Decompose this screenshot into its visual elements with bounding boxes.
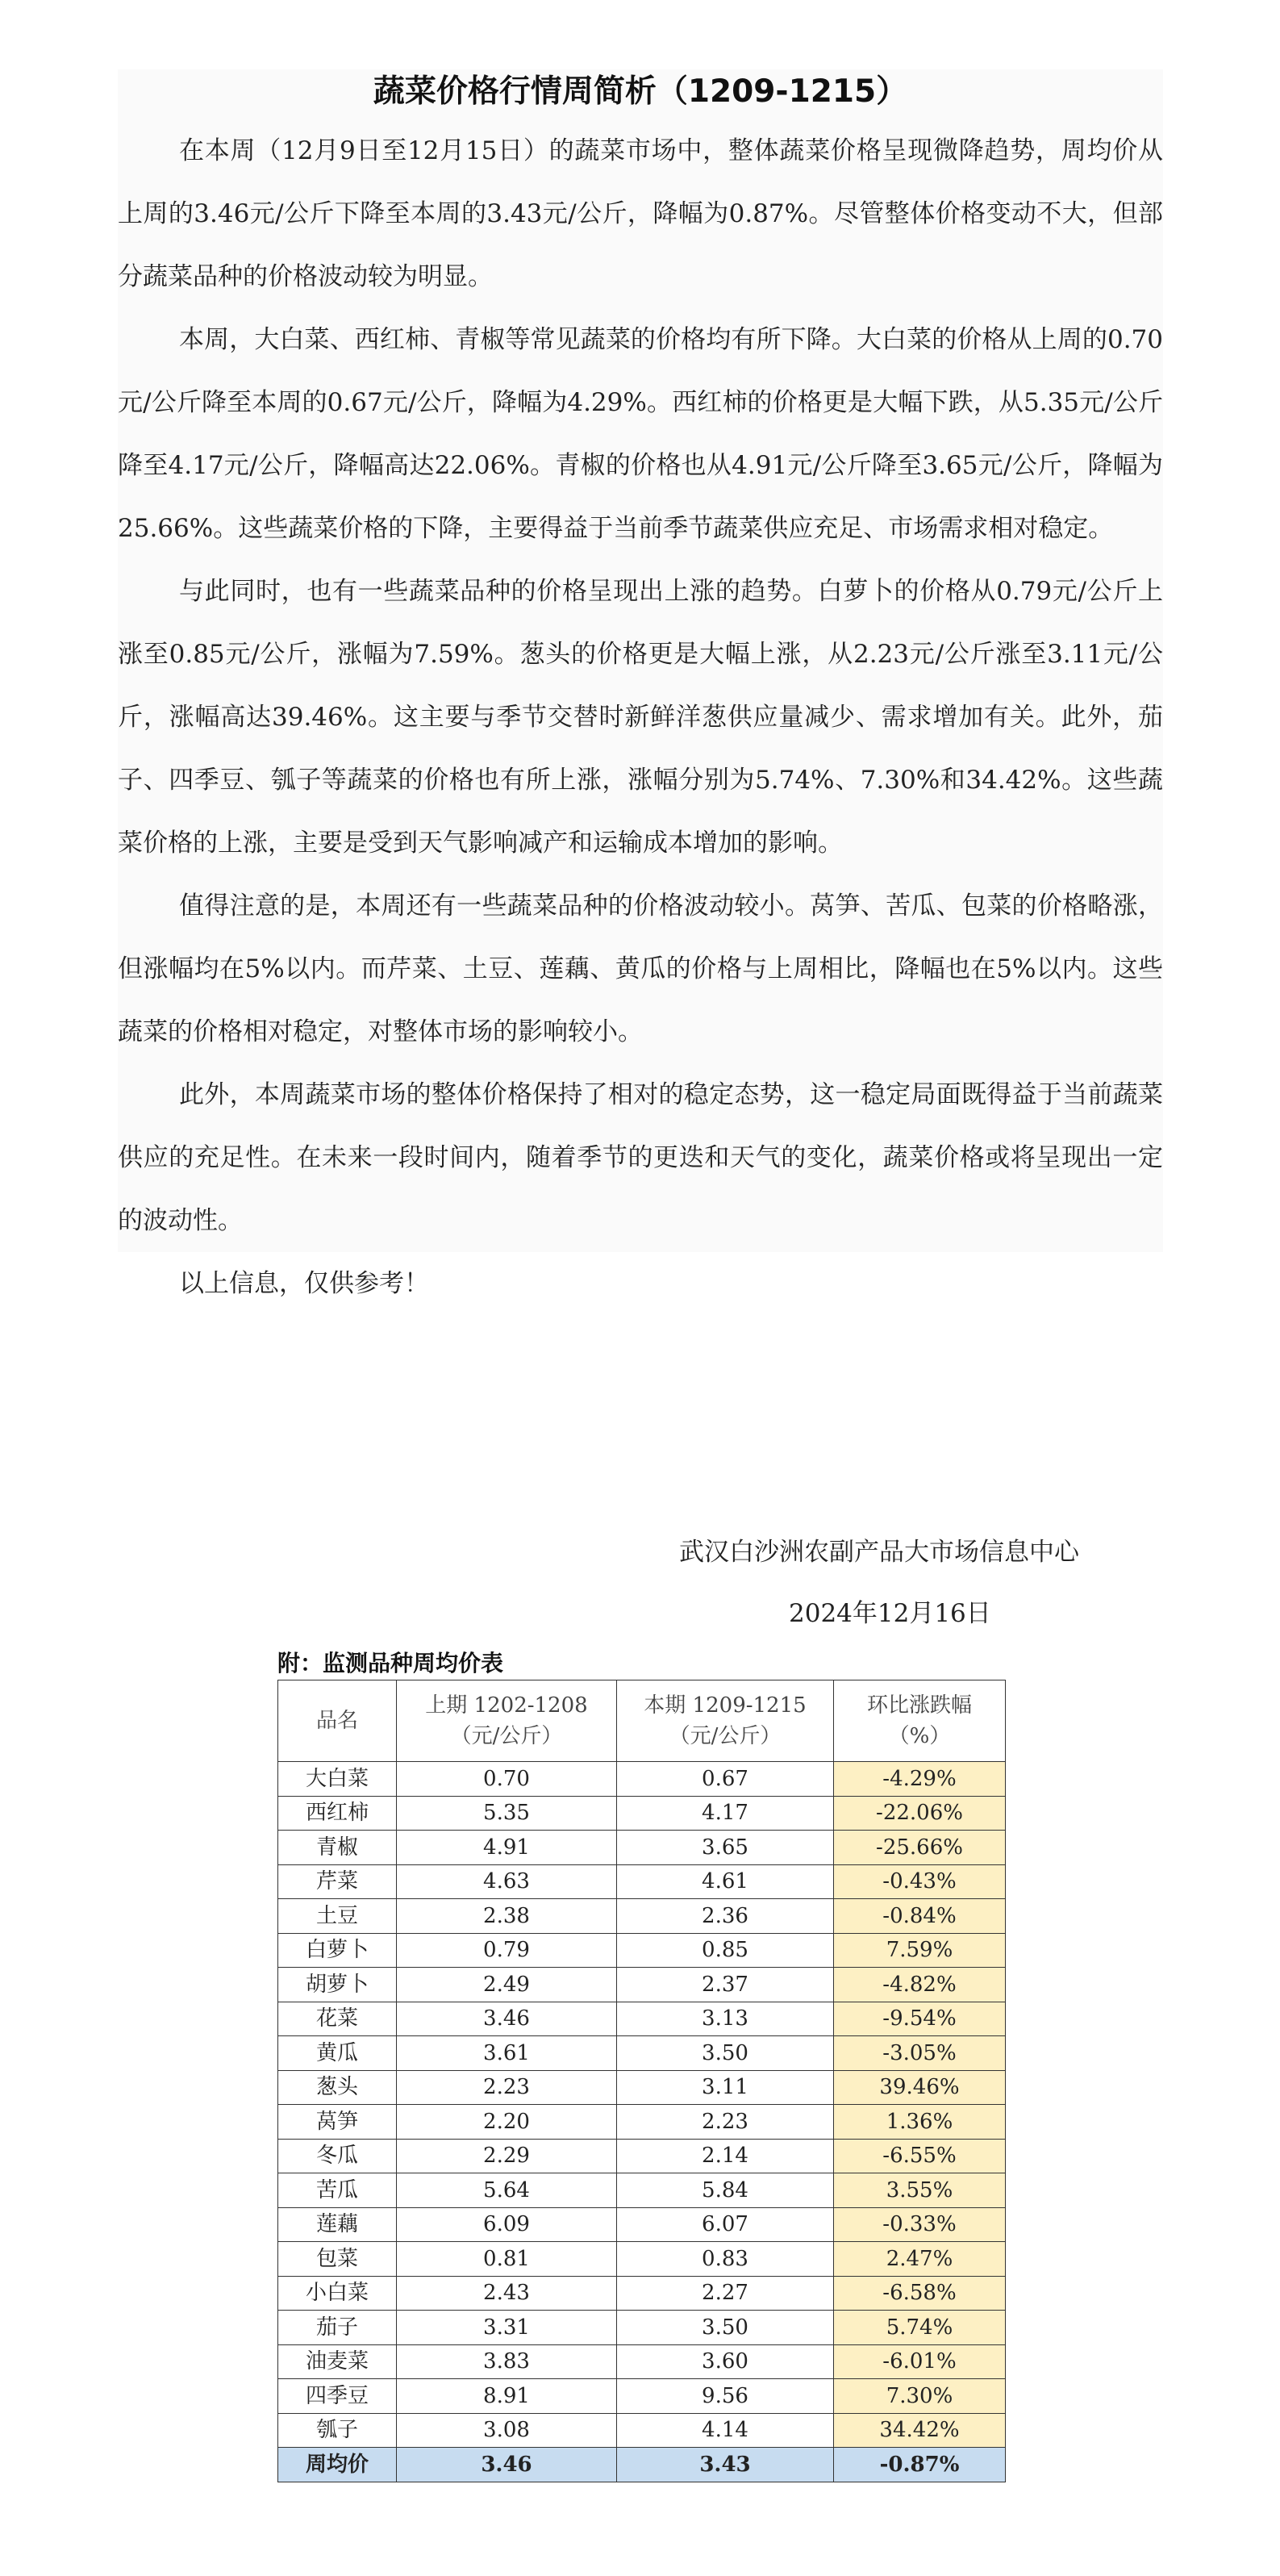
report-body [118, 69, 1163, 1315]
table-row [278, 1796, 1006, 1831]
previous-price: 5.64 [397, 2173, 617, 2208]
header-previous-text: 上期 1202-1208 （元/公斤） [425, 1693, 588, 1748]
change-percent: -0.84% [834, 1899, 1006, 1934]
table-row [278, 1933, 1006, 1968]
header-name [278, 1680, 397, 1762]
item-name: 西红柿 [278, 1796, 397, 1831]
item-name: 莲藕 [278, 2207, 397, 2242]
paragraph-price-rise: 与此同时，也有一些蔬菜品种的价格呈现出上涨的趋势。白萝卜的价格从0.79元/公斤上涨至0.85元/公斤，涨幅为7.59%。葱头的价格更是大幅上涨，从2.23元/公斤涨至3.11元/公斤，涨幅高达39.46%。这主要与季节交替时新鲜洋葱供应量减少、需求增加有关。此外，茄子、四季豆、瓠子等蔬菜的价格也有所上涨，涨幅分别为5.74%、7.30%和34.42%。这些蔬菜价格的上涨，主要是受到天气影响减产和运输成本增加的影响。 [118, 577, 1163, 858]
price-table [277, 1680, 1006, 2482]
table-row [278, 2242, 1006, 2277]
item-name: 油麦菜 [278, 2344, 397, 2379]
header-name-text: 品名 [315, 1709, 358, 1733]
paragraph-summary: 在本周（12月9日至12月15日）的蔬菜市场中，整体蔬菜价格呈现微降趋势，周均价从上周的3.46元/公斤下降至本周的3.43元/公斤，降幅为0.87%。尽管整体价格变动不大，但部分蔬菜品种的价格波动较为明显。 [118, 136, 1163, 291]
previous-price: 4.91 [397, 1831, 617, 1865]
table-row [278, 1968, 1006, 2002]
paragraph-price-decline: 本周，大白菜、西红柿、青椒等常见蔬菜的价格均有所下降。大白菜的价格从上周的0.70元/公斤降至本周的0.67元/公斤，降幅为4.29%。西红柿的价格更是大幅下跌，从5.35元/公斤降至4.17元/公斤，降幅高达22.06%。青椒的价格也从4.91元/公斤降至3.65元/公斤，降幅为25.66%。这些蔬菜价格的下降，主要得益于当前季节蔬菜供应充足、市场需求相对稳定。 [118, 325, 1163, 543]
previous-price: 2.23 [397, 2070, 617, 2105]
item-name: 大白菜 [278, 1762, 397, 1797]
item-name: 芹菜 [278, 1864, 397, 1899]
table-row [278, 1831, 1006, 1865]
report-title: 蔬菜价格行情周简析（1209-1215） [373, 73, 908, 110]
current-price: 0.83 [617, 2242, 834, 2277]
item-name: 四季豆 [278, 2379, 397, 2414]
table-row [278, 2105, 1006, 2140]
change-percent: 7.30% [834, 2379, 1006, 2414]
current-price: 0.67 [617, 1762, 834, 1797]
item-name: 苦瓜 [278, 2173, 397, 2208]
header-current [617, 1680, 834, 1762]
table-row [278, 2002, 1006, 2036]
previous-price: 5.35 [397, 1796, 617, 1831]
change-percent: -4.29% [834, 1762, 1006, 1797]
previous-price: 0.81 [397, 2242, 617, 2277]
previous-price: 0.79 [397, 1933, 617, 1968]
item-name: 土豆 [278, 1899, 397, 1934]
item-name: 花菜 [278, 2002, 397, 2036]
change-percent: -0.43% [834, 1864, 1006, 1899]
previous-price: 3.08 [397, 2413, 617, 2448]
paragraph-outlook: 此外，本周蔬菜市场的整体价格保持了相对的稳定态势，这一稳定局面既得益于当前蔬菜供应的充足性。在未来一段时间内，随着季节的更迭和天气的变化，蔬菜价格或将呈现出一定的波动性。 [118, 1080, 1163, 1235]
change-percent: -25.66% [834, 1831, 1006, 1865]
current-price: 4.61 [617, 1864, 834, 1899]
current-price: 2.23 [617, 2105, 834, 2140]
signature-date: 2024年12月16日 [789, 1599, 991, 1628]
change-percent: 3.55% [834, 2173, 1006, 2208]
previous-price: 6.09 [397, 2207, 617, 2242]
average-row [278, 2448, 1006, 2482]
previous-price: 3.46 [397, 2002, 617, 2036]
change-percent: 34.42% [834, 2413, 1006, 2448]
previous-price: 4.63 [397, 1864, 617, 1899]
average-change-percent: -0.87% [834, 2448, 1006, 2482]
average-current-price: 3.43 [617, 2448, 834, 2482]
average-item-name: 周均价 [278, 2448, 397, 2482]
table-row [278, 1762, 1006, 1797]
table-row [278, 2139, 1006, 2173]
current-price: 9.56 [617, 2379, 834, 2414]
current-price: 3.11 [617, 2070, 834, 2105]
change-percent: -6.01% [834, 2344, 1006, 2379]
item-name: 青椒 [278, 1831, 397, 1865]
previous-price: 2.20 [397, 2105, 617, 2140]
current-price: 4.17 [617, 1796, 834, 1831]
table-row [278, 2413, 1006, 2448]
average-previous-price: 3.46 [397, 2448, 617, 2482]
header-current-text: 本期 1209-1215 （元/公斤） [644, 1693, 807, 1748]
item-name: 小白菜 [278, 2276, 397, 2311]
change-percent: -4.82% [834, 1968, 1006, 2002]
table-row [278, 2276, 1006, 2311]
current-price: 2.27 [617, 2276, 834, 2311]
current-price: 5.84 [617, 2173, 834, 2208]
item-name: 包菜 [278, 2242, 397, 2277]
table-row [278, 2344, 1006, 2379]
change-percent: -3.05% [834, 2036, 1006, 2071]
previous-price: 3.31 [397, 2311, 617, 2345]
item-name: 胡萝卜 [278, 1968, 397, 2002]
table-row [278, 1864, 1006, 1899]
current-price: 3.60 [617, 2344, 834, 2379]
header-change [834, 1680, 1006, 1762]
previous-price: 3.83 [397, 2344, 617, 2379]
change-percent: 5.74% [834, 2311, 1006, 2345]
table-header-row [278, 1680, 1006, 1762]
current-price: 2.37 [617, 1968, 834, 2002]
current-price: 3.50 [617, 2311, 834, 2345]
change-percent: -6.55% [834, 2139, 1006, 2173]
closing-note: 以上信息，仅供参考！ [118, 1252, 1163, 1315]
signature-org: 武汉白沙洲农副产品大市场信息中心 [679, 1538, 1079, 1567]
change-percent: 7.59% [834, 1933, 1006, 1968]
change-percent: -9.54% [834, 2002, 1006, 2036]
change-percent: 39.46% [834, 2070, 1006, 2105]
table-row [278, 2173, 1006, 2208]
table-row [278, 2036, 1006, 2071]
price-rows [278, 1762, 1006, 2482]
previous-price: 0.70 [397, 1762, 617, 1797]
item-name: 莴笋 [278, 2105, 397, 2140]
current-price: 3.13 [617, 2002, 834, 2036]
previous-price: 8.91 [397, 2379, 617, 2414]
previous-price: 2.49 [397, 1968, 617, 2002]
previous-price: 2.38 [397, 1899, 617, 1934]
header-change-text: 环比涨跌幅 （%） [866, 1693, 972, 1748]
header-previous [397, 1680, 617, 1762]
change-percent: 1.36% [834, 2105, 1006, 2140]
table-row [278, 2379, 1006, 2414]
change-percent: -0.33% [834, 2207, 1006, 2242]
item-name: 瓠子 [278, 2413, 397, 2448]
previous-price: 3.61 [397, 2036, 617, 2071]
change-percent: -22.06% [834, 1796, 1006, 1831]
current-price: 3.65 [617, 1831, 834, 1865]
current-price: 4.14 [617, 2413, 834, 2448]
current-price: 0.85 [617, 1933, 834, 1968]
table-row [278, 1899, 1006, 1934]
previous-price: 2.43 [397, 2276, 617, 2311]
item-name: 黄瓜 [278, 2036, 397, 2071]
previous-price: 2.29 [397, 2139, 617, 2173]
current-price: 6.07 [617, 2207, 834, 2242]
item-name: 白萝卜 [278, 1933, 397, 1968]
table-row [278, 2207, 1006, 2242]
table-caption: 附：监测品种周均价表 [277, 1650, 504, 1676]
paragraph-stable: 值得注意的是，本周还有一些蔬菜品种的价格波动较小。莴笋、苦瓜、包菜的价格略涨，但涨幅均在5%以内。而芹菜、土豆、莲藕、黄瓜的价格与上周相比，降幅也在5%以内。这些蔬菜的价格相对稳定，对整体市场的影响较小。 [118, 891, 1163, 1046]
table-row [278, 2311, 1006, 2345]
change-percent: 2.47% [834, 2242, 1006, 2277]
table-row [278, 2070, 1006, 2105]
change-percent: -6.58% [834, 2276, 1006, 2311]
current-price: 3.50 [617, 2036, 834, 2071]
item-name: 葱头 [278, 2070, 397, 2105]
item-name: 茄子 [278, 2311, 397, 2345]
item-name: 冬瓜 [278, 2139, 397, 2173]
current-price: 2.14 [617, 2139, 834, 2173]
current-price: 2.36 [617, 1899, 834, 1934]
